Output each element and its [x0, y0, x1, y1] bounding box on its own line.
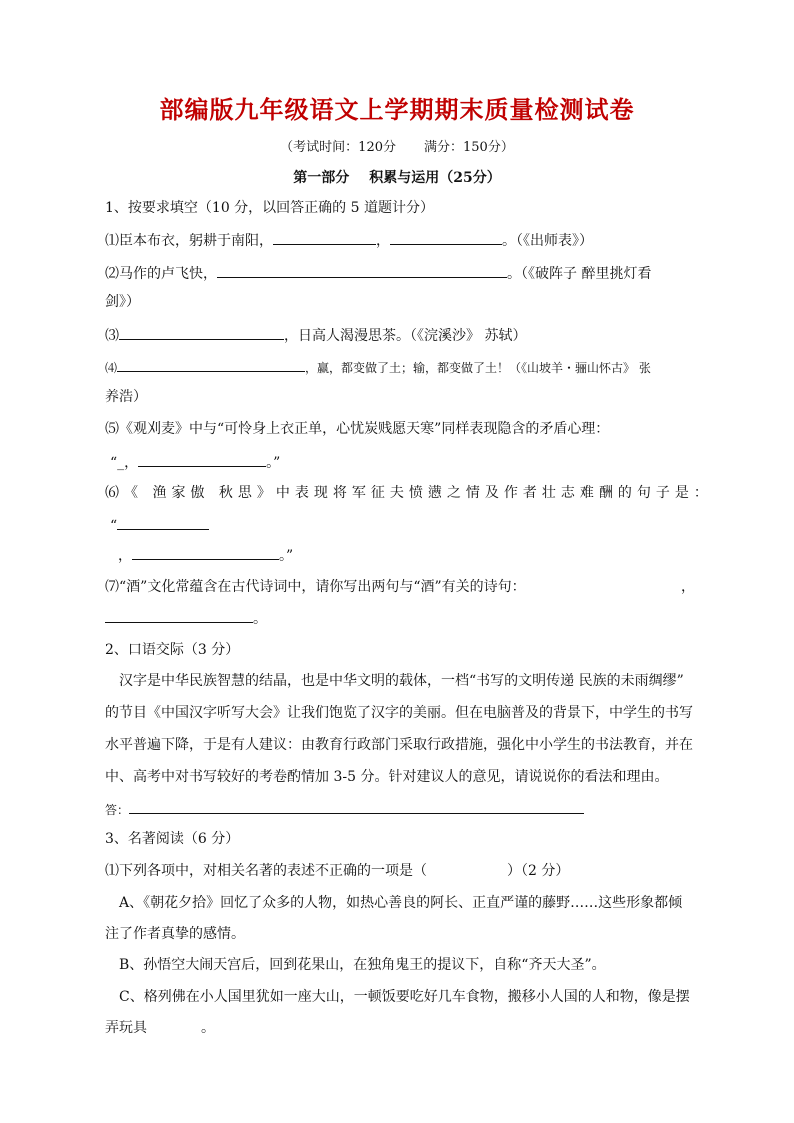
part-name: 积累与运用（25分） [369, 170, 501, 186]
exam-title: 部编版九年级语文上学期期末质量检测试卷 [159, 95, 635, 124]
q1-item-2-blank[interactable] [217, 262, 507, 278]
q2-answer-label: 答： [105, 803, 130, 817]
q1-item-2-text: ⑵马作的卢飞快， [105, 266, 217, 282]
q2-answer-blank[interactable] [129, 798, 584, 814]
q1-item-1 [105, 229, 593, 251]
q1-item-7: ⑺“酒”文化常蕴含在古代诗词中，请你写出两句与“酒”有关的诗句： [105, 579, 526, 595]
q2-paragraph-line-1: 汉字是中华民族智慧的结晶，也是中华文明的载体，一档“书写的文明传递 民族的未雨绸缪” [119, 673, 684, 689]
q1-item-4-blank[interactable] [117, 356, 305, 372]
q1-item-5: ⑸《观刈麦》中与“可怜身上衣正单，心忧炭贱愿天寒”同样表现隐含的矛盾心理： [105, 421, 610, 437]
q1-item-6-comma: ， [118, 548, 132, 564]
q1-header: 1、按要求填空（10 分，以回答正确的 5 道题计分） [105, 200, 434, 216]
q1-item-1-comma: ， [376, 233, 390, 249]
q1-item-2-cont: 剑》） [105, 294, 140, 310]
q2-paragraph-line-4: 中、高考中对书写较好的考卷酌情加 3-5 分。针对建议人的意见，请说说你的看法和理由。 [105, 769, 669, 785]
q1-item-3 [105, 324, 526, 346]
q1-item-7-cont [105, 607, 267, 629]
q1-item-4-cont: 养浩） [105, 389, 147, 405]
q1-item-7-blank[interactable] [105, 607, 253, 623]
q3-option-c-cont-text: 弄玩具 [105, 1020, 147, 1036]
q3-option-c-cont-end: 。 [201, 1020, 215, 1036]
part-label: 第一部分 [293, 170, 350, 186]
q1-item-1-text: ⑴臣本布衣，躬耕于南阳， [105, 233, 273, 249]
q3-option-a: A、《朝花夕拾》回忆了众多的人物，如热心善良的阿长、正直严谨的藤野……这些形象都倾 [119, 895, 683, 911]
q1-item-6-close: 。” [279, 548, 294, 564]
q2-paragraph-line-2: 的节目《中国汉字听写大会》让我们饱览了汉字的美丽。但在电脑普及的背景下，中学生的书写 [105, 705, 693, 721]
q3-header: 3、名著阅读（6 分） [105, 831, 240, 847]
part-heading [0, 167, 794, 187]
q1-item-2 [105, 262, 651, 284]
q1-item-1-blank-b[interactable] [390, 229, 502, 245]
q1-item-4-num: ⑷ [105, 361, 118, 375]
q1-item-2-end: 。（《破阵子 醉里挑灯看 [507, 266, 652, 282]
q1-item-5-cont-end: 。” [266, 455, 281, 471]
q1-item-6-line2 [110, 514, 209, 536]
q3-option-a-cont: 注了作者真挚的感情。 [105, 926, 245, 942]
q1-item-7-end: 。 [253, 611, 267, 627]
q1-item-6-blank-a[interactable] [117, 514, 209, 530]
q1-item-1-blank-a[interactable] [273, 229, 376, 245]
q1-item-6-blank-b[interactable] [132, 544, 279, 560]
q1-item-6: ⑹《 渔家傲 秋思》中表现将军征夫愤懑之情及作者壮志难酬的句子是： [105, 485, 713, 501]
q3-option-b: B、孙悟空大闹天宫后，回到花果山，在独角鬼王的提议下，自称“齐天大圣”。 [119, 957, 606, 973]
q3-sub1-end: ）（2 分） [507, 863, 570, 879]
q1-item-3-num: ⑶ [105, 328, 119, 344]
exam-score: 满分：150分） [424, 140, 514, 155]
q1-item-1-end: 。（《出师表》） [502, 233, 593, 249]
q3-sub1-text: ⑴下列各项中，对相关名著的表述不正确的一项是（ [105, 863, 427, 879]
q1-item-5-cont [110, 451, 280, 473]
q1-item-5-blank[interactable] [138, 451, 266, 467]
q3-option-c: C、格列佛在小人国里犹如一座大山，一顿饭要吃好几车食物，搬移小人国的人和物，像是摆 [119, 989, 690, 1005]
exam-time: （考试时间：120分 [280, 140, 396, 155]
q1-item-6-open: “ [110, 518, 118, 534]
q1-item-3-end: ，日高人渴漫思茶。（《浣溪沙》 苏轼） [284, 328, 527, 344]
q1-item-7-comma: ， [681, 579, 695, 595]
q3-sub1 [105, 861, 569, 881]
q2-answer [105, 798, 584, 820]
q2-paragraph-line-3: 水平普遍下降，于是有人建议：由教育行政部门采取行政措施，强化中小学生的书法教育，并在 [105, 737, 693, 753]
exam-info [0, 136, 794, 155]
q1-item-5-cont-start: “_， [110, 455, 139, 471]
q2-header: 2、口语交际（3 分） [105, 642, 240, 658]
q1-item-3-blank[interactable] [119, 324, 284, 340]
q1-item-6-line3 [118, 544, 293, 566]
q1-item-4-end: ，赢，都变做了土；输，都变做了土！（《山坡羊・骊山怀古》 张 [305, 361, 651, 375]
q1-item-4 [105, 356, 651, 378]
q3-option-c-cont [105, 1018, 215, 1038]
